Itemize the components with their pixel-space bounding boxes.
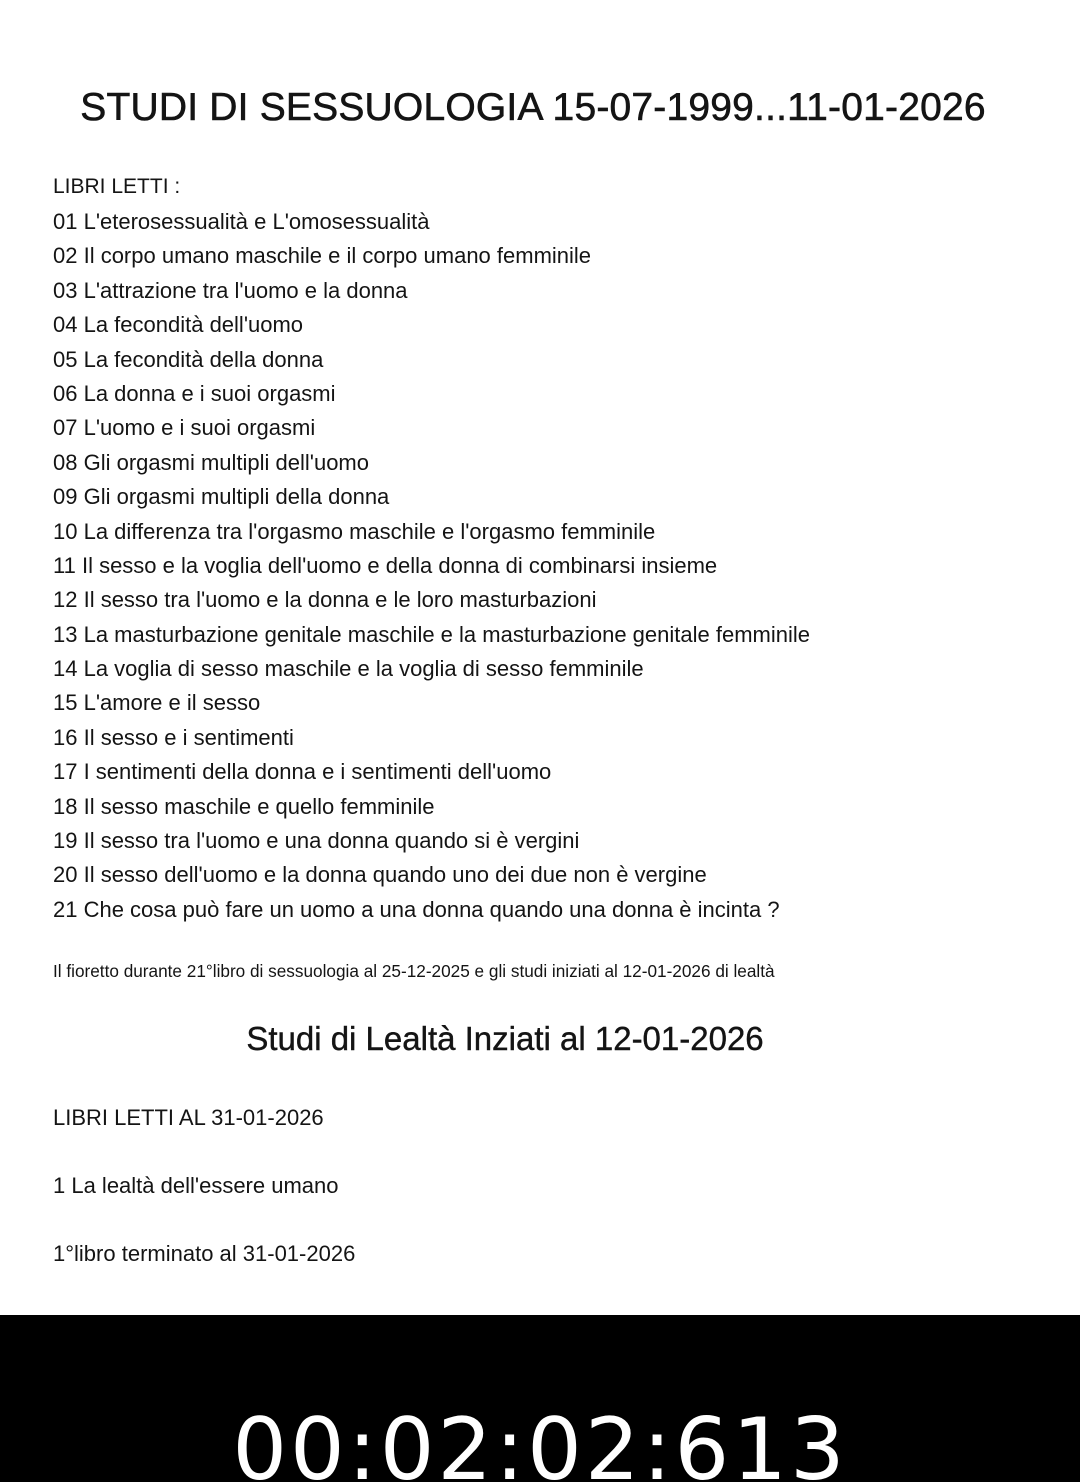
list-item: 15 L'amore e il sesso <box>53 690 261 716</box>
books-list <box>53 205 810 927</box>
list-item: 19 Il sesso tra l'uomo e una donna quando si è vergini <box>53 828 580 854</box>
list-item: 02 Il corpo umano maschile e il corpo umano femminile <box>53 243 592 269</box>
list-item: 11 Il sesso e la voglia dell'uomo e della donna di combinarsi insieme <box>53 552 718 578</box>
books-read-label: LIBRI LETTI : <box>53 175 181 198</box>
list-item: 18 Il sesso maschile e quello femminile <box>53 793 435 819</box>
list-item: 20 Il sesso dell'uomo e la donna quando uno dei due non è vergine <box>53 862 707 888</box>
list-item: 10 La differenza tra l'orgasmo maschile e l'orgasmo femminile <box>53 518 656 544</box>
list-item: 08 Gli orgasmi multipli dell'uomo <box>53 449 369 475</box>
list-item: 14 La voglia di sesso maschile e la voglia di sesso femminile <box>53 656 644 682</box>
loyalty-book-item: 1 La lealtà dell'essere umano <box>53 1173 339 1198</box>
list-item: 05 La fecondità della donna <box>53 346 324 372</box>
list-item: 16 Il sesso e i sentimenti <box>53 724 294 750</box>
list-item: 09 Gli orgasmi multipli della donna <box>53 484 390 510</box>
completion-note: 1°libro terminato al 31-01-2026 <box>53 1241 356 1266</box>
list-item: 12 Il sesso tra l'uomo e la donna e le loro masturbazioni <box>53 587 597 613</box>
timer-readout: 00:02:02:613 <box>232 1400 848 1482</box>
timer-bar <box>0 1315 1080 1482</box>
list-item: 04 La fecondità dell'uomo <box>53 312 304 338</box>
list-item: 21 Che cosa può fare un uomo a una donna quando una donna è incinta ? <box>53 896 780 922</box>
loyalty-books-label: LIBRI LETTI AL 31-01-2026 <box>53 1105 324 1130</box>
document-title: STUDI DI SESSUOLOGIA 15-07-1999...11-01-2026 <box>80 86 986 129</box>
section-subtitle: Studi di Lealtà Inziati al 12-01-2026 <box>246 1020 764 1057</box>
list-item: 17 I sentimenti della donna e i sentimenti dell'uomo <box>53 759 552 785</box>
list-item: 07 L'uomo e i suoi orgasmi <box>53 415 316 441</box>
list-item: 06 La donna e i suoi orgasmi <box>53 380 336 406</box>
note-text: Il fioretto durante 21°libro di sessuologia al 25-12-2025 e gli studi iniziati al 12-01-2026 di lealtà <box>53 961 775 981</box>
list-item: 13 La masturbazione genitale maschile e la masturbazione genitale femminile <box>53 621 810 647</box>
list-item: 01 L'eterosessualità e L'omosessualità <box>53 209 430 234</box>
list-item: 03 L'attrazione tra l'uomo e la donna <box>53 277 408 303</box>
